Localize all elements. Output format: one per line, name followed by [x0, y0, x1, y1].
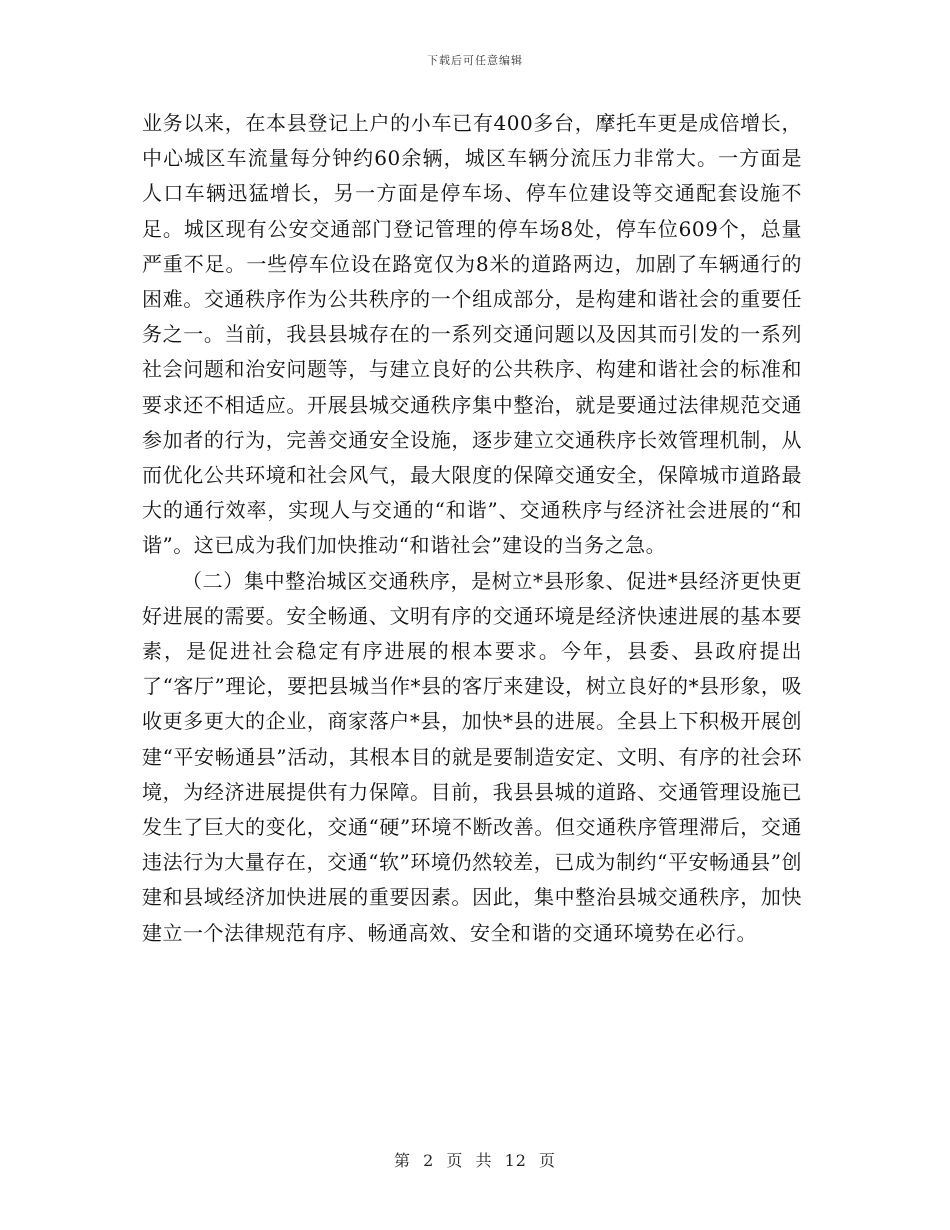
- footer-page-word: 页: [446, 1151, 464, 1170]
- page-header: 下载后可任意编辑: [427, 54, 523, 67]
- footer-total-pages: 12: [504, 1151, 527, 1170]
- footer-suffix: 页: [539, 1151, 557, 1170]
- document-body: [142, 106, 802, 951]
- footer-current-page: 2: [423, 1151, 435, 1170]
- paragraph-continued: 业务以来，在本县登记上户的小车已有400多台，摩托车更是成倍增长，中心城区车流量每分钟约60余辆，城区车辆分流压力非常大。一方面是人口车辆迅猛增长，另一方面是停车场、停车位建设等交通配套设施不足。城区现有公安交通部门登记管理的停车场8处，停车位609个，总量严重不足。一些停车位设在路宽仅为8米的道路两边，加剧了车辆通行的困难。交通秩序作为公共秩序的一个组成部分，是构建和谐社会的重要任务之一。当前，我县县城存在的一系列交通问题以及因其而引发的一系列社会问题和治安问题等，与建立良好的公共秩序、构建和谐社会的标准和要求还不相适应。开展县城交通秩序集中整治，就是要通过法律规范交通参加者的行为，完善交通安全设施，逐步建立交通秩序长效管理机制，从而优化公共环境和社会风气，最大限度的保障交通安全，保障城市道路最大的通行效率，实现人与交通的“和谐”、交通秩序与经济社会进展的“和谐”。这已成为我们加快推动“和谐社会”建设的当务之急。: [142, 111, 802, 558]
- paragraph-section-two: （二）集中整治城区交通秩序，是树立*县形象、促进*县经济更快更好进展的需要。安全畅通、文明有序的交通环境是经济快速进展的基本要素，是促进社会稳定有序进展的根本要求。今年，县委、县政府提出了“客厅”理论，要把县城当作*县的客厅来建设，树立良好的*县形象，吸收更多更大的企业，商家落户*县，加快*县的进展。全县上下积极开展创建“平安畅通县”活动，其根本目的就是要制造安定、文明、有序的社会环境，为经济进展提供有力保障。目前，我县县城的道路、交通管理设施已发生了巨大的变化，交通“硬”环境不断改善。但交通秩序管理滞后，交通违法行为大量存在，交通“软”环境仍然较差，已成为制约“平安畅通县”创建和县域经济加快进展的重要因素。因此，集中整治县城交通秩序，加快建立一个法律规范有序、畅通高效、安全和谐的交通环境势在必行。: [142, 568, 802, 945]
- footer-prefix: 第: [393, 1151, 411, 1170]
- footer-total-word: 共: [475, 1151, 493, 1170]
- page-footer: [0, 1148, 950, 1171]
